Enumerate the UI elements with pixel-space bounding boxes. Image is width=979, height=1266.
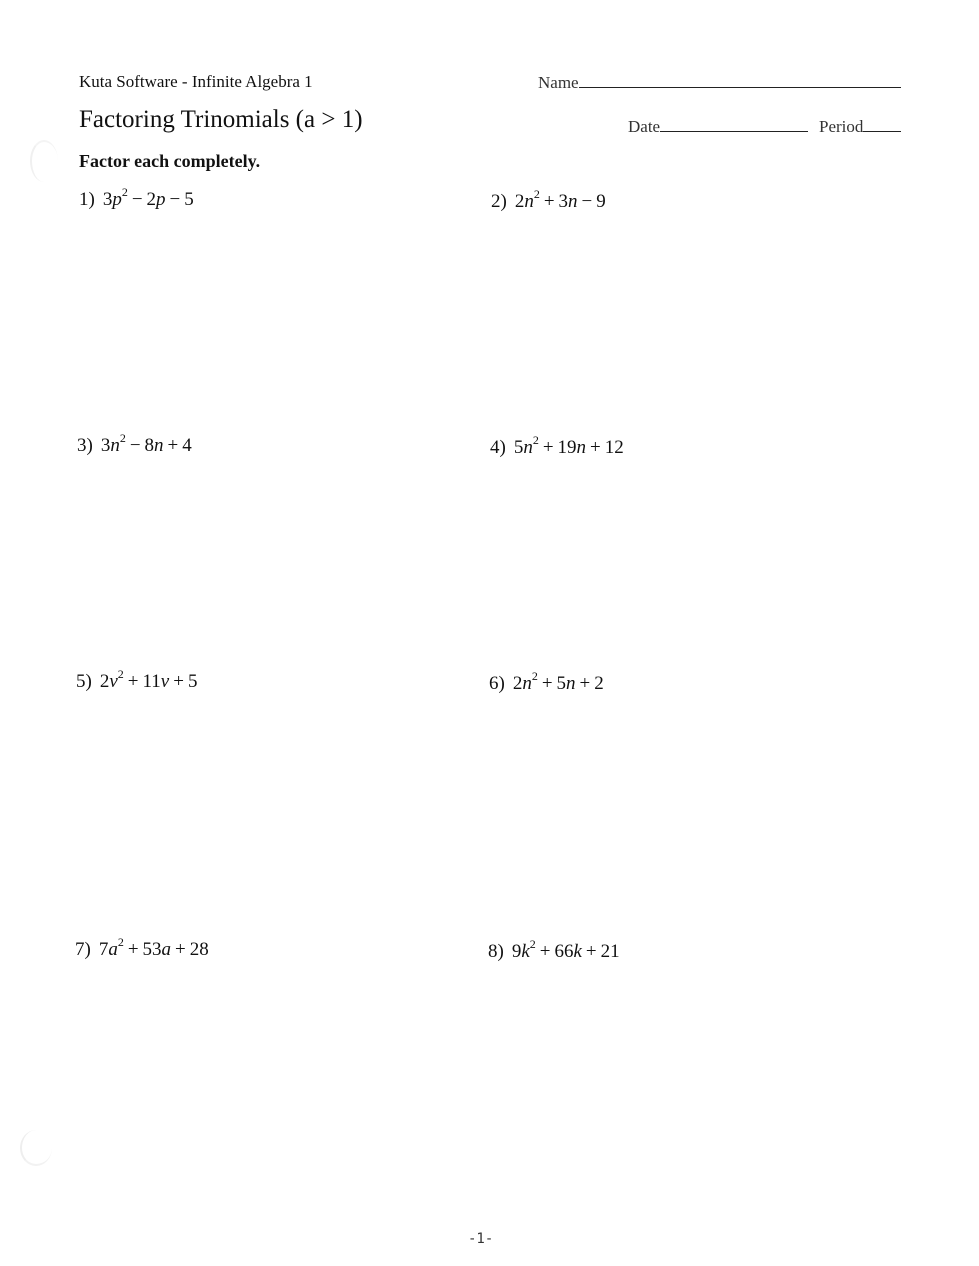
coefficient: 3 xyxy=(102,189,113,210)
coefficient: 9 xyxy=(511,941,522,962)
middle-coefficient: 66 xyxy=(554,941,574,962)
problem-number: 1) xyxy=(79,189,95,210)
name-blank[interactable] xyxy=(579,86,901,88)
variable: a xyxy=(161,939,172,960)
variable: n xyxy=(568,191,578,212)
problem-3 xyxy=(77,430,192,457)
problem-7 xyxy=(75,934,209,961)
operator: + xyxy=(127,671,139,692)
problem-number: 8) xyxy=(488,941,504,962)
exponent: 2 xyxy=(119,430,126,445)
constant: 4 xyxy=(182,435,192,456)
software-label: Kuta Software - Infinite Algebra 1 xyxy=(79,72,313,91)
middle-coefficient: 2 xyxy=(146,189,157,210)
variable: n xyxy=(522,673,532,694)
operator: + xyxy=(585,941,597,962)
operator: + xyxy=(173,671,184,692)
variable: v xyxy=(109,671,118,692)
constant: 9 xyxy=(596,191,606,212)
problem-5 xyxy=(76,666,198,693)
variable: k xyxy=(521,941,530,962)
variable: v xyxy=(160,671,170,692)
exponent: 2 xyxy=(531,668,538,683)
name-field[interactable] xyxy=(538,73,901,93)
scan-smudge xyxy=(30,140,58,182)
constant: 28 xyxy=(189,939,209,960)
operator: − xyxy=(169,189,181,210)
coefficient: 3 xyxy=(100,435,111,456)
problem-1 xyxy=(79,184,194,211)
problem-2 xyxy=(491,186,606,213)
operator: + xyxy=(543,191,555,212)
problem-number: 3) xyxy=(77,435,93,456)
middle-coefficient: 19 xyxy=(557,437,577,458)
variable: n xyxy=(566,673,576,694)
coefficient: 7 xyxy=(98,939,109,960)
coefficient: 5 xyxy=(513,437,524,458)
variable: n xyxy=(524,191,534,212)
operator: + xyxy=(542,437,554,458)
exponent: 2 xyxy=(117,934,124,949)
operator: − xyxy=(131,189,143,210)
date-blank[interactable] xyxy=(660,130,808,132)
exponent: 2 xyxy=(532,432,539,447)
coefficient: 2 xyxy=(514,191,525,212)
problem-number: 4) xyxy=(490,437,506,458)
constant: 5 xyxy=(187,671,198,692)
date-field[interactable] xyxy=(628,117,808,137)
middle-coefficient: 5 xyxy=(556,673,567,694)
operator: − xyxy=(129,435,141,456)
operator: + xyxy=(175,939,186,960)
worksheet-title: Factoring Trinomials (a > 1) xyxy=(79,106,363,133)
problem-number: 5) xyxy=(76,671,92,692)
scan-smudge xyxy=(20,1130,52,1166)
variable: k xyxy=(573,941,582,962)
middle-coefficient: 3 xyxy=(558,191,569,212)
instructions: Factor each completely. xyxy=(79,151,261,171)
operator: + xyxy=(167,435,179,456)
problem-4 xyxy=(490,432,624,459)
operator: + xyxy=(541,673,553,694)
page-number: -1- xyxy=(468,1231,494,1247)
problem-6 xyxy=(489,668,604,695)
variable: p xyxy=(156,189,166,210)
constant: 12 xyxy=(604,437,624,458)
name-label: Name xyxy=(538,73,579,92)
exponent: 2 xyxy=(117,666,124,681)
variable: a xyxy=(108,939,118,960)
middle-coefficient: 8 xyxy=(144,435,155,456)
period-field[interactable] xyxy=(819,117,901,137)
problem-number: 2) xyxy=(491,191,507,212)
variable: n xyxy=(154,435,164,456)
constant: 5 xyxy=(184,189,194,210)
constant: 21 xyxy=(600,941,620,962)
variable: p xyxy=(112,189,122,210)
coefficient: 2 xyxy=(512,673,523,694)
operator: − xyxy=(581,191,593,212)
coefficient: 2 xyxy=(99,671,110,692)
problem-8 xyxy=(488,936,620,963)
period-label: Period xyxy=(819,117,864,136)
exponent: 2 xyxy=(121,184,128,199)
variable: n xyxy=(110,435,120,456)
problem-number: 7) xyxy=(75,939,91,960)
operator: + xyxy=(539,941,551,962)
operator: + xyxy=(579,673,591,694)
operator: + xyxy=(127,939,139,960)
middle-coefficient: 53 xyxy=(142,939,162,960)
constant: 2 xyxy=(594,673,604,694)
operator: + xyxy=(590,437,601,458)
exponent: 2 xyxy=(529,936,536,951)
exponent: 2 xyxy=(533,186,540,201)
problem-number: 6) xyxy=(489,673,505,694)
middle-coefficient: 11 xyxy=(142,671,161,692)
date-label: Date xyxy=(628,117,661,136)
variable: n xyxy=(576,437,587,458)
variable: n xyxy=(523,437,533,458)
period-blank[interactable] xyxy=(863,130,901,132)
